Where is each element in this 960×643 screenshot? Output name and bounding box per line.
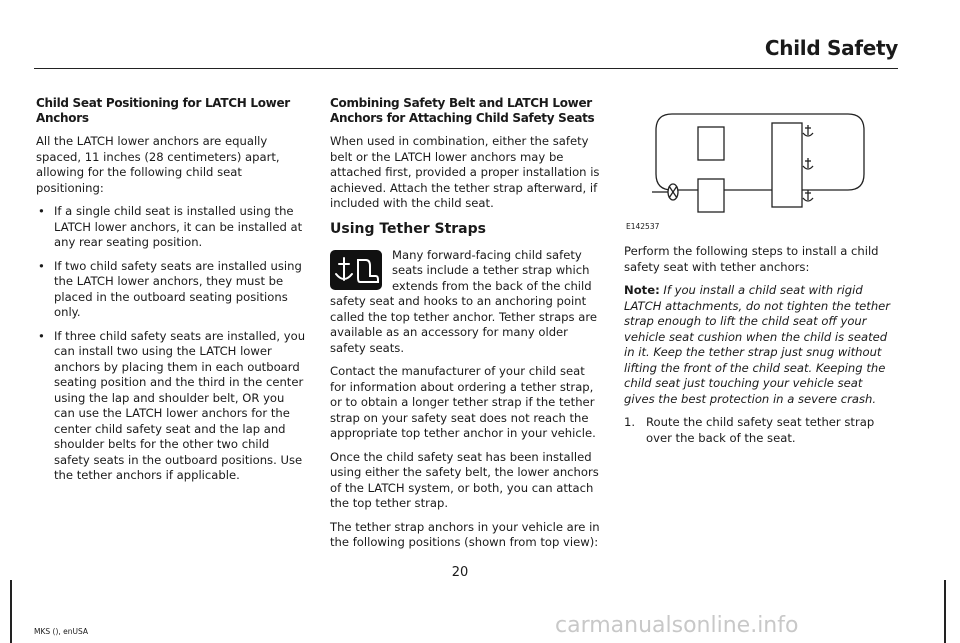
section-heading-latch-positioning: Child Seat Positioning for LATCH Lower Anchors bbox=[36, 96, 290, 125]
column-1 bbox=[36, 96, 306, 492]
list-item bbox=[36, 204, 306, 251]
step-number: 1. bbox=[624, 415, 636, 429]
paragraph-latch-intro: All the LATCH lower anchors are equally spaced, 11 inches (28 centimeters) apart, allowing for the following child seat positioning: bbox=[36, 134, 280, 195]
child-seat-tether-icon bbox=[330, 250, 382, 290]
vehicle-top-view-illustration bbox=[624, 94, 896, 234]
footer-document-id: MKS (), enUSA bbox=[34, 627, 89, 636]
tether-anchor-diagram bbox=[624, 94, 896, 244]
list-item-text: If three child safety seats are installed, you can install two using the LATCH lower anchors by placing them in each outboard seating position and the third in the center using the lap and shoulder belt, OR you can use the LATCH lower anchors for the center child safety seat and the lap and shoulder belts for the other two child safety seats in the outboard positions. Use the tether anchors if applicable. bbox=[54, 328, 306, 482]
note-block bbox=[624, 283, 896, 407]
step-text: Route the child safety seat tether strap over the back of the seat. bbox=[646, 415, 875, 445]
column-2 bbox=[330, 96, 601, 559]
watermark bbox=[555, 608, 955, 642]
tether-intro-block bbox=[330, 248, 601, 365]
crop-mark-left bbox=[10, 580, 12, 643]
list-item bbox=[36, 329, 306, 484]
paragraph-steps-intro: Perform the following steps to install a child safety seat with tether anchors: bbox=[624, 244, 879, 274]
figure-code: E142537 bbox=[626, 221, 660, 231]
subheading-tether-straps: Using Tether Straps bbox=[330, 220, 486, 237]
header-divider bbox=[34, 68, 898, 69]
watermark-text: carmanualsonline.info bbox=[555, 613, 799, 638]
note-label: Note: bbox=[624, 283, 660, 297]
list-item-text: If a single child seat is installed using the LATCH lower anchors, it can be installed at any rear seating position. bbox=[54, 204, 303, 249]
step-item bbox=[624, 415, 896, 446]
page-number: 20 bbox=[451, 565, 469, 580]
bullet-list bbox=[36, 204, 306, 484]
bullet-marker: • bbox=[38, 204, 45, 218]
paragraph-combining: When used in combination, either the safety belt or the LATCH lower anchors may be attached first, provided a proper installation is achieved. Attach the tether strap afterward, if included with the child seat. bbox=[330, 134, 600, 210]
paragraph-anchor-positions: The tether strap anchors in your vehicle are in the following positions (shown from top view): bbox=[330, 519, 600, 549]
note-text: If you install a child seat with rigid LATCH attachments, do not tighten the tether strap enough to lift the child seat off your vehicle seat cushion when the child is seated in it. Keep the tether strap just snug without lifting the front of the child seat. Keeping the child seat just touching your vehicle seat gives the best protection in a severe crash. bbox=[624, 283, 891, 406]
list-item-text: If two child safety seats are installed using the LATCH lower anchors, they must be placed in the outboard seating positions only. bbox=[54, 258, 302, 319]
list-item bbox=[36, 259, 306, 321]
page-section-title: Child Safety bbox=[764, 36, 898, 60]
section-heading-combining: Combining Safety Belt and LATCH Lower Anchors for Attaching Child Safety Seats bbox=[330, 96, 595, 125]
paragraph-contact-manufacturer: Contact the manufacturer of your child seat for information about ordering a tether strap, or to obtain a longer tether strap if the tether strap on your safety seat does not reach the appropriate top tether anchor in your vehicle. bbox=[330, 364, 596, 440]
column-3 bbox=[624, 96, 896, 446]
steps-list bbox=[624, 415, 896, 446]
paragraph-attach-tether: Once the child safety seat has been installed using either the safety belt, the lower anchors of the LATCH system, or both, you can attach the top tether strap. bbox=[330, 449, 599, 510]
bullet-marker: • bbox=[38, 258, 45, 273]
bullet-marker: • bbox=[38, 328, 45, 343]
paragraph-tether-description: Many forward-facing child safety seats include a tether strap which extends from the back of the child safety seat and hooks to an anchoring point called the top tether anchor. Tether straps are available as an accessory for many older safety seats. bbox=[330, 247, 598, 355]
